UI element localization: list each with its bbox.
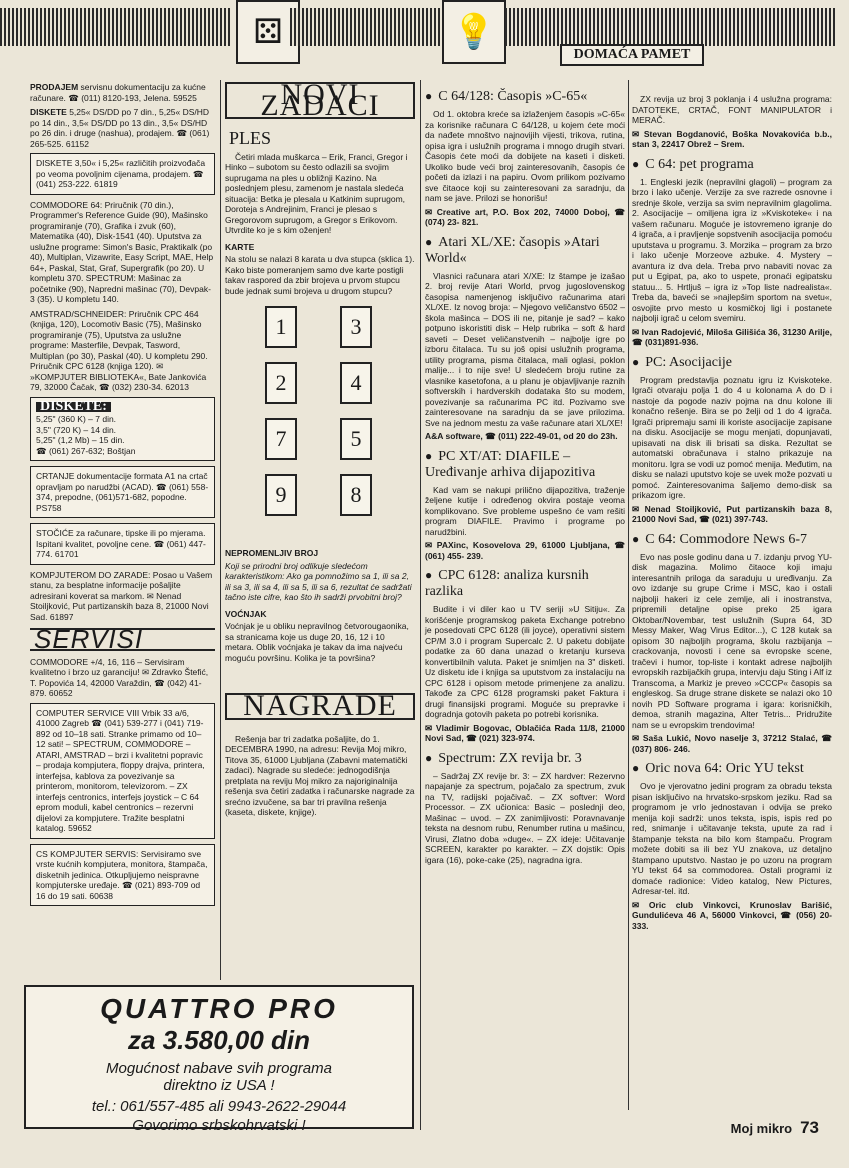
article-title: ● Atari XL/XE: časopis »Atari World« [425,234,600,266]
article-title: ● PC XT/AT: DIAFILE – Uređivanje arhiva dijapozitiva [425,448,596,480]
article-title: ● C 64/128: Časopis »C-65« [425,89,588,104]
article-text: Program predstavlja poznatu igru iz Kviskoteke. Igrači otvaraju polja 1 do 4 u kolonama A do D i nastoje da pogode naziv pojma na dnu kolone ili konačno rešenje. Bira se po želji od 1 do 4 igrača. Igrači pripremaju sami ili koriste asocijacije zapisane na disku. Asocijacije se mogu menjati, dopunjavati, upisavati na disk ili brisati sa diska. Rezultat se automatski obračunava i stalno prikazuje na monitoru. Igra se vodi uz pomoć menija. Međutim, na disku se nalazi uputstvo koje se uvek može pozvati u pomoć. Zainteresovanima šaljemo demo-disk sa prikazom igre. [632,374,832,500]
card: 9 [265,474,297,516]
dice-icon: ⚄ [236,0,300,64]
page-number: 73 [800,1118,819,1137]
diskete-box [30,397,215,462]
diskete-line: 3,5" (720 K) – 14 din. [36,424,117,435]
article-text: ZX revija uz broj 3 poklanja i 4 uslužna programa: DATOTEKE, CRTAČ, FONT MANIPULATOR i MERAČ. [632,94,832,125]
card: 8 [340,474,372,516]
article-title-text: C 64: pet programa [645,156,754,172]
article-text: 1. Engleski jezik (nepravilni glagoli) – program za brzo i lako učenje. Verzije za sve razrede osnovne i srednje škole, verzija sa svim nepravilnim glagolima. 2. Asocijacije – omiljena igra iz »Kviskoteke« i na vašem računaru. Moguće je istovremeno igranje do 4 igrača, a i pravljenje sopstvenih asocijacija pomoću uputstava u programu. 3. Morzika – program za brzo i lako učenje Morzeove azbuke. 4. Mystery – avantura iz dva dela. Treba prvo nabaviti novac za put u Egipat, pa, ako to uspete, pronaći egipatsku statuu... 5. Hrtljuš – igra iz »Top liste nadrealista«. Treba da, baveći se »najlepšim sportom na svetu«, osvojite prvo mesto u kosmičkoj ligi i postanete najbolji igrač u celom svemiru. [632,176,832,323]
article-address: ✉ Stevan Bogdanović, Boška Novakovića b.b., stan 3, 22417 Obrež – Srem. [632,128,832,149]
classified-ad [30,107,215,149]
article [632,156,832,348]
article-text: Budite i vi diler kao u TV seriji »U Sitiju«. Za korišćenje programskog paketa Exchange potrebno je posedovati CPC 6128 (ili joyce), operativni sistem CP/M 3.0 i program Supercalc 2. U paketu dobijate podatke za 60 dana unazad o kretanju kurseva konvertibilnih valuta. Paket je snimljen na 3" disketi. Uz disketu ide i knjiga sa uputstvom za instalaciju na CPC 6128 i opisom metode primenjene za analizu. Takođe za CPC 6128 programski paket Faktura i drugi finansijski programi. Moguće su prepravke i dogradnja gotovih paketa po potrebi korisnika. [425,604,625,719]
card: 4 [340,362,372,404]
classified-ad: COMMODORE +/4, 16, 116 – Servisiram kvalitetno i brzo uz garanciju! ✉ Zdravko Štefić, T. Popovića 14, 42000 Varaždin, ☎ (042) 41-879. 60652 [30,656,209,698]
article-text: Vlasnici računara atari X/XE: Iz štampe je izašao 2. broj revije Atari World, prvog jugoslovenskog časopisa namenjenog isključivo računarima atari XL/XE. Iz novog broja: – Njegovo veličanstvo 6502 – škola mašinca – DOS ili ne, pitanje je sad? – kako potpuno iskoristiti disk – Help rubrika – soft & hard saveti – Deset veličanstvenih – najbolje igre po izboru čitalaca. Tu su još opisi uslužnih programa, utility programa, pisma čitalaca, mali oglasi, poklon malije... i to nije sve! U sledećem broju rutine za vlasnike kasetofona, a u planu je objavljivanje raznih softverskih i hardverskih dodataka što su modem, povezivanje sa računarima PC itd. Pozivamo sve zainteresovane na saradnju da se jave prilozima. Sve na jednom mestu za vaše računare atari XL/XE! [425,270,625,428]
nagrade-title: NAGRADE [225,693,415,720]
articles-column-right [632,94,832,934]
broj-heading: NEPROMENLJIV BROJ [225,548,319,558]
article [425,88,625,228]
ples-heading: PLES [229,128,272,148]
article [425,750,625,866]
article [425,234,625,442]
diskete-line: 5,25" (360 K) – 7 din. [36,414,117,424]
article [632,354,832,525]
card: 7 [265,418,297,460]
ad-product: QUATTRO PRO [100,993,338,1024]
ad-price: za 3.580,00 din [127,1025,311,1055]
card: 3 [340,306,372,348]
article-title-text: Oric nova 64: Oric YU tekst [645,761,804,776]
article-address: ✉ Vladimir Bogovac, Oblačića Rada 11/8, 21000 Novi Sad, ☎ (021) 323-974. [425,722,625,743]
article-title-text: C 64: Commodore News 6-7 [645,531,808,547]
ad-line: direktno iz USA ! [163,1077,275,1094]
classifieds-column [30,82,215,911]
ad-line: Mogućnost nabave svih programa [106,1060,332,1077]
quattro-pro-ad [24,985,414,1134]
article-text: Evo nas posle godinu dana u 7. izdanju prvog YU-disk magazina. Molimo čitaoce koji imaju interesantnih priloga da saraduju u uređivanju. Za ovo izdanje su grupe Crime i MSC, kao i ostali najbolji hakeri iz cele zemlje, ali i inostranstva, pripremili detaljne opise preko 25 igara Oktobar/Novembar, test uslužnih (Supra 64, 3D Messy Maker, Wag Virus Editor...), C 128 kutak sa opisom 30 najboljih programa, školu razbijanja – crackovanja, novosti i cene sa evropske scene, tračevi i humor, top-liste i kontakt adrese najboljih evropskih razbijačkih grupa, intervju daju Sting i Alf iz Transcoma, a Markiz je preveo »CCCP« časopis sa engleskog. Sa druge strane diskete se nalazi oko 10 novih PD Software programa i igara: korisničkih, demoa, stranih magazina, Alter Tetris... Pridružite nam se u evropskim trendovima! [632,551,832,730]
karte-heading: KARTE [225,241,255,252]
ad-text: 5,25« DS/DD po 7 din., 5,25« DS/HD po 14 din., 3,5« DS/DD po 13 din., 3,5« DS/HD po 26 din. i druge (nashua), prodajem. ☎ (061) 265-525. 61152 [30,107,210,149]
ad-language: Govorimo srbskohrvatski ! [132,1117,306,1134]
ad-text: servisnu dokumentaciju za kućne računare. ☎ (011) 8120-193, Jelena. 59525 [30,82,206,103]
card: 2 [265,362,297,404]
column-divider [420,80,421,1130]
article-address: A&A software, ☎ (011) 222-49-01, od 20 do 23h. [425,431,618,441]
vocnjak-heading: VOĆNJAK [225,608,267,619]
article-address: ✉ Ivan Radojević, Miloša Gilišića 36, 31230 Arilje, ☎ (031)891-936. [632,326,832,347]
article [425,567,625,744]
puzzles-column [225,78,415,824]
article-text: – Sadržaj ZX revije br. 3: – ZX hardver: Rezervno napajanje za spectrum, pojačalo za spectrum, zvuk na TV, radijski pojačivač. – ZX softver: Word Processor. – ZX učionica: Basic – poslednji deo, Mašinac – uvod. – ZX zanimljivosti: Poravnavanje teksta na desnom rubu, Renumber rutina u mašincu, Virusi, Zlatno doba »duge«. – ZX ideje: Učitavanje SCREEN, karakter po karakter. – ZX dojstik: Opis igara (16), poke-cake (25), nagradna igra. [425,770,625,865]
cs-servis-box: CS KOMPJUTER SERVIS: Servisiramo sve vrste kućnih kompjutera, monitora, štampača, disketnih jedinica. Otkupljujemo neispravne kompjuterske uređaje. ☎ (021) 893-709 od 16 do 19 sati. 60638 [30,844,215,907]
article-text: Kad vam se nakupi prilično dijapozitiva, traženje željene kutije i određenog okvira postaje veoma komplikovano. Sve probleme uspešno će vam rešiti program DIAFILE. Pravimo i programe po narudžbini. [425,484,625,537]
lightbulb-icon: 💡 [442,0,506,64]
header-stripes-middle [290,8,440,46]
section-title: DOMAĆA PAMET [560,44,704,66]
crtanje-box: CRTANJE dokumentacije formata A1 na crtač opravljam po narudžbi (ACAD). ☎ (061) 558-374, prepodne, (061)571-682, popodne. PS758 [30,466,215,518]
classified-ad: AMSTRAD/SCHNEIDER: Priručnik CPC 464 (knjiga, 120), Locomotiv Basic (75), Mašinsko programiranje (75), Uputstva za uslužne programe: Masterfile, Devpak, Tasword, Multiplan (po 30), Paskal (40). U kompletu 290. Priručnik CPC 6128 (knjiga 120). ✉ »KOMPJUTER BIBLIOTEKA«, Bate Jankovića 79, 32000 Čačak, ☎ (032) 230-34. 62013 [30,308,208,392]
ad-phone: tel.: 061/557-485 ali 9943-2622-29044 [91,1098,347,1115]
servisi-heading: SERVISI [30,628,215,651]
broj-text: Koji se prirodni broj odlikuje sledećom karakteristikom: Ako ga pomnožimo sa 1, ili sa 2, ili sa 3, ili sa 4, ili sa 5, ili sa 6, rezultat će sadržati tačno iste cifre, kao što ih sadrži prvobitni broj? [225,560,412,602]
nagrade-text: Rešenja bar tri zadatka pošaljite, do 1. DECEMBRA 1990, na adresu: Revija Moj mikro, Titova 35, 61000 Ljubljana (Zabavni matematički zadaci). Nagrade su sledeće: jednogodišnja pretplata na reviju Moj mikro za najoriginalnija rešenja sva četiri zadatka i računarske nagrade za srećno izvučene, sa bar tri pravilna rešenja (kaseta, diskete, knjige). [225,733,415,817]
cards-figure [225,302,415,532]
ples-text: Četiri mlada muškarca – Erik, Franci, Gregor i Hinko – subotom su često odlazili sa svojim suprugama na ples u obližnji Kazino. Na poslednjem plesu, zamenom je nastala sledeća situacija: Betka je plesala u Katkinim suprugom, Doroteja s Andrejinim, Franci je plesao s Gregorovom suprugom, a Gregor s Erikovom. Utvrdite ko je s kim oženjen! [225,151,408,235]
article-title-text: C 64/128: Časopis »C-65« [438,89,588,104]
header-stripes-left [0,8,230,46]
ad-title: DISKETE [30,107,67,117]
article [425,448,625,562]
article-title-text: PC XT/AT: DIAFILE – Uređivanje arhiva dijapozitiva [425,448,596,480]
vocnjak-text: Voćnjak je u obliku nepravilnog četvorougaonika, sa stranicama koje us duge 20, 16, 12 i 10 metara. Oblik voćnjaka je takav da ima najveću moguću površinu. Kolika je ta površina? [225,621,409,663]
article-title-text: CPC 6128: analiza kursnih razlika [425,568,589,599]
card: 5 [340,418,372,460]
classified-ad [30,82,215,103]
article-title-text: Spectrum: ZX revija br. 3 [438,750,582,766]
article-address: ✉ Saša Lukić, Novo naselje 3, 37212 Stalać, ☎ (037) 806- 246. [632,733,832,754]
karte-text: Na stolu se nalazi 8 karata u dva stupca (sklica 1). Kako biste pomeranjem samo dve karte postigli takav raspored da zbir brojeva u prvom stupcu bude jednak sumi brojeva u drugom stupcu? [225,254,415,296]
page-footer [731,1118,819,1138]
article-address: ✉ Creative art, P.O. Box 202, 74000 Doboj, ☎ (074) 23- 821. [425,206,625,227]
article-title: ● CPC 6128: analiza kursnih razlika [425,568,589,599]
article-title-text: Atari XL/XE: časopis »Atari World« [425,234,600,266]
article-title: ● C 64: pet programa [632,156,754,172]
article-title: ● C 64: Commodore News 6-7 [632,531,808,547]
header-stripes-right [505,8,835,46]
ad-title: PRODAJEM [30,82,79,92]
column-divider [220,80,221,980]
article-title: ● PC: Asocijacije [632,354,732,370]
diskete-line: 5,25" (1,2 Mb) – 15 din. [36,435,125,445]
stocice-box: STOČIĆE za računare, tipske ili po mjerama. Ispitani kvalitet, povoljne cene. ☎ (061) 447-774. 61701 [30,523,215,565]
article-title-text: PC: Asocijacije [645,354,732,370]
diskete-title: DISKETE: [36,402,111,413]
classified-box: DISKETE 3,50« i 5,25« različitih proizvođača po veoma povoljnim cijenama, prodajem. ☎ (041) 253-222. 61819 [30,153,215,195]
articles-column-left [425,82,625,868]
classified-ad: COMMODORE 64: Priručnik (70 din.), Programmer's Reference Guide (90), Mašinsko programiranje (70), Grafika i zvuk (60), Matematika (40), Disk-1541 (40). Uputstva za uslužne programe: Simon's Basic, Praktikalk (po 40), Multiplan, Vizawrite, Easy Script, MAE, Help 64+, Paskal, Stat, Graf, Supergrafik (po 20). U kompletu 370. SPECTRUM: Mašinac za početnike (90), Napredni mašinac (70), Devpak-3 (35). U kompletu 140. [30,199,214,304]
article-text: Od 1. oktobra kreće sa izlaženjem časopis »C-65« za korisnike računara C 64/128, u kojem ćete moći da nađete mnoštvo najnovijih vijesti, trikova, rutina, opisa igra i uslužnih programa i mnogo drugih stvari. Časopis ćete moći da dobijete na kaseti i disketi. Ukoliko bude veći broj zainteresovanih, časopis će početi da izlazi i na papiru. Ovom prilikom pozivamo sve čitaoce koji su zainteresovani za saradnju, da nam se jave. Prilozi se honorišu! [425,109,625,203]
article-title: ● Oric nova 64: Oric YU tekst [632,761,804,776]
classified-ad: KOMPJUTEROM DO ZARADE: Posao u Vašem stanu, za besplatne informacije pošaljite adresirani koverat sa markom. ✉ Nenad Stoiljković, Put partizanskih baza 8, 21000 Novi Sad. 61897 [30,569,213,622]
magazine-name: Moj mikro [730,1121,793,1136]
computer-service-box: COMPUTER SERVICE VIII Vrbik 33 a/6, 41000 Zagreb ☎ (041) 539-277 i (041) 719-892 od 10–18 sati. Stranke primamo od 10–12 sati! – SPECTRUM, COMMODORE – ATARI, AMSTRAD – brzi i kvalitetni popravic – prodaja kompjutera, floppy drajva, printera, interfejsa, kablova za povezivanje sa printerom, monitorom, televizorom. – ZX interfejs centronics, interfejs joystick – C 64 eprom moduli, kabel centronics – rezervni dijelovi za kompjutere. Tražite besplatni katalog. 59652 [30,703,215,839]
diskete-line: ☎ (061) 267-632; Boštjan [36,445,136,456]
article-address: ✉ PAXinc, Kosovelova 29, 61000 Ljubljana, ☎ (061) 455- 239. [425,540,625,561]
article-text: Ovo je vjerovatno jedini program za obradu teksta pisan isključivo na hrvatsko-srpskom jeziku. Rad sa programom je vrlo jednostavan i odvija se preko menija koji sadrži: unos teksta, ispis, ispis red po red, snimanje i učitavanje teksta, upute za rad i štampanje teksta na bilo kom štampaču. Program možete dobiti sa ili bez YU znakova, uz detaljno štampano uputstvo. Nastao je po uzoru na program YU tekst 64 sa commodorea. Ostali programi iz domaće radionice: Video katalog, New Pictures, Adresar-tel. itd. [632,781,832,896]
article-title: ● Spectrum: ZX revija br. 3 [425,750,582,766]
article-address: ✉ Oric club Vinkovci, Krunoslav Barišić, Gundulićeva 46 A, 56000 Vinkovci, ☎ (056) 20-333. [632,899,832,931]
card: 1 [265,306,297,348]
novi-zadaci-title: NOVI ZADACI [225,82,415,119]
article-address: ✉ Nenad Stoiljković, Put partizanskih baza 8, 21000 Novi Sad, ☎ (021) 397-743. [632,503,832,524]
article [632,760,832,931]
article [632,531,832,755]
column-divider [628,80,629,1110]
